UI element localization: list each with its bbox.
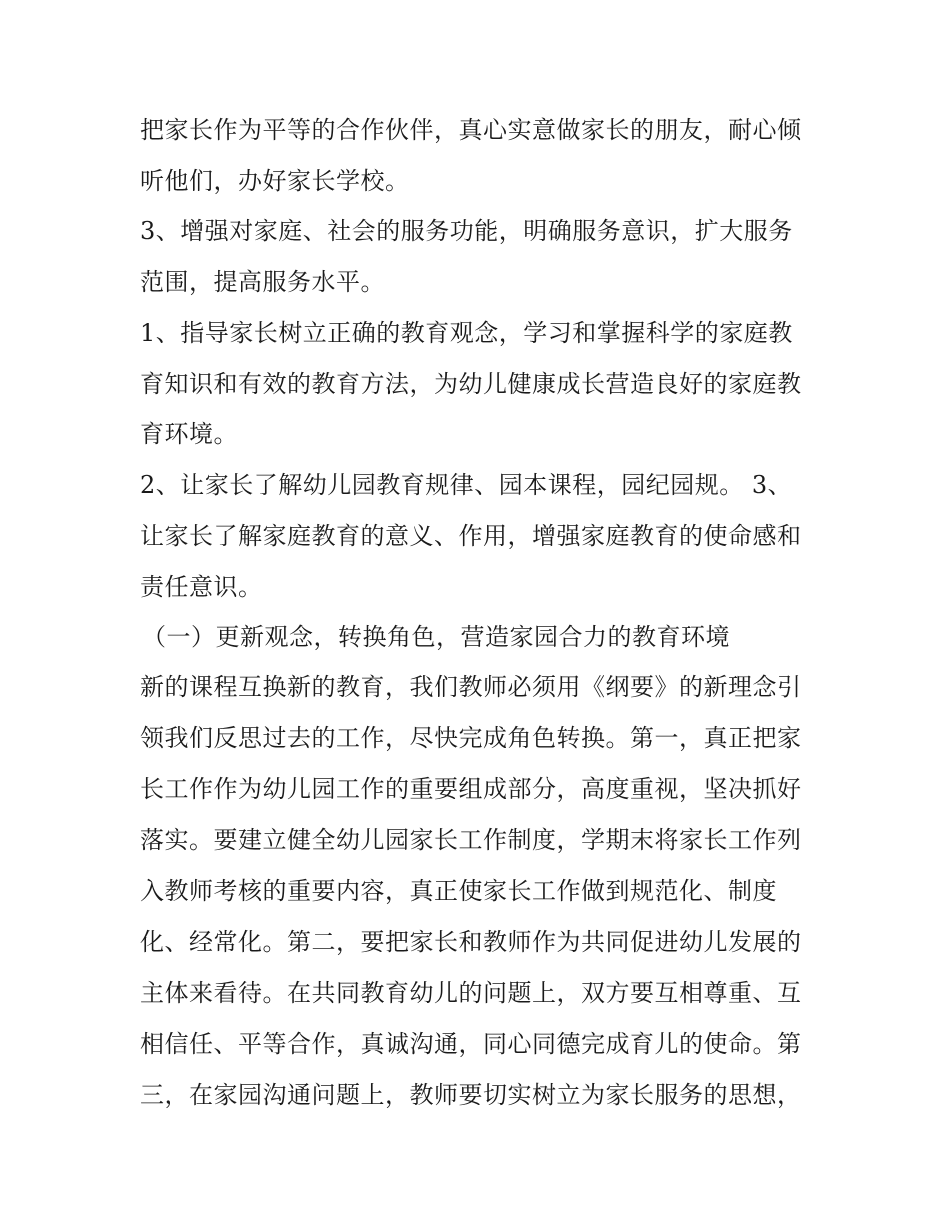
text-line: 责任意识。 xyxy=(140,573,263,601)
text-line: 新的课程互换新的教育，我们教师必须用《纲要》的新理念引 xyxy=(140,673,802,701)
text-line: 领我们反思过去的工作，尽快完成角色转换。第一，真正把家 xyxy=(140,724,802,752)
text-line: 三，在家园沟通问题上，教师要切实树立为家长服务的思想， xyxy=(140,1081,802,1109)
text-line: 入教师考核的重要内容，真正使家长工作做到规范化、制度 xyxy=(140,877,777,905)
text-line: 2、让家长了解幼儿园教育规律、园本课程，园纪园规。 3、 xyxy=(140,471,793,499)
text-line: 1、指导家长树立正确的教育观念，学习和掌握科学的家庭教 xyxy=(140,319,793,347)
text-line: 化、经常化。第二，要把家长和教师作为共同促进幼儿发展的 xyxy=(140,928,802,956)
text-line: 育知识和有效的教育方法，为幼儿健康成长营造良好的家庭教 xyxy=(140,370,802,398)
text-line: 落实。要建立健全幼儿园家长工作制度，学期末将家长工作列 xyxy=(140,826,802,854)
text-line: 育环境。 xyxy=(140,420,238,448)
text-line: 3、增强对家庭、社会的服务功能，明确服务意识，扩大服务 xyxy=(140,217,793,245)
text-line: 范围，提高服务水平。 xyxy=(140,268,385,296)
text-line: 让家长了解家庭教育的意义、作用，增强家庭教育的使命感和 xyxy=(140,522,802,550)
text-line: 听他们，办好家长学校。 xyxy=(140,167,410,195)
text-line: 主体来看待。在共同教育幼儿的问题上，双方要互相尊重、互 xyxy=(140,979,802,1007)
text-line: 相信任、平等合作，真诚沟通，同心同德完成育儿的使命。第 xyxy=(140,1030,802,1058)
text-line: 把家长作为平等的合作伙伴，真心实意做家长的朋友，耐心倾 xyxy=(140,116,802,144)
text-line: 长工作作为幼儿园工作的重要组成部分，高度重视，坚决抓好 xyxy=(140,775,802,803)
section-heading: （一）更新观念，转换角色，营造家园合力的教育环境 xyxy=(142,623,730,651)
